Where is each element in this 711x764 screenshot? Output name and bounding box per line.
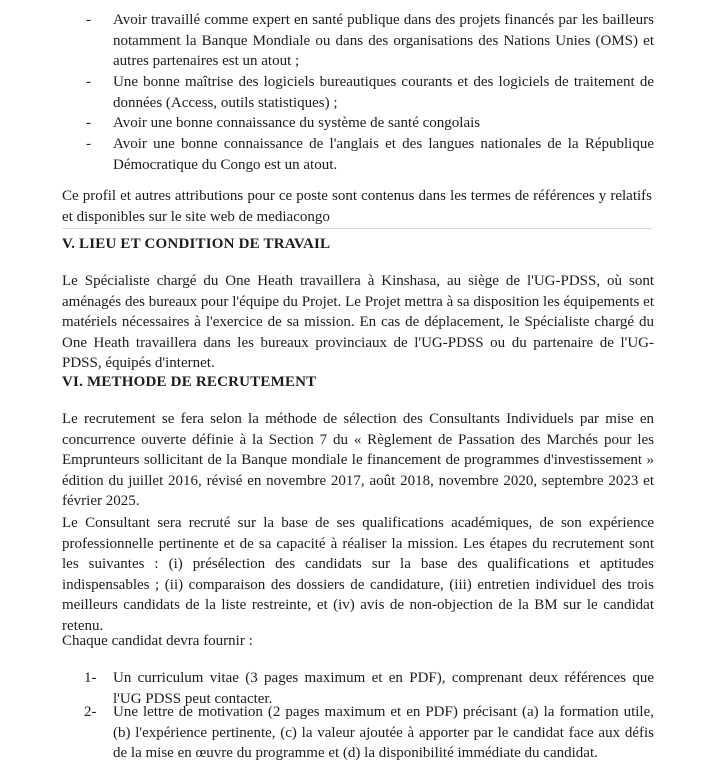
section-heading-vi: VI. METHODE DE RECRUTEMENT	[62, 374, 317, 390]
profile-note-text: Ce profil et autres attributions pour ce poste sont contenus dans les termes de références y relatifs et disponibles sur le site web de mediacongo	[62, 186, 652, 229]
list-item-text: Avoir une bonne connaissance du système de santé congolais	[113, 115, 481, 131]
section-vi-paragraph-3: Chaque candidat devra fournir :	[62, 633, 253, 649]
list-item-text: Avoir travaillé comme expert en santé publique dans des projets financés par les bailleurs notamment la Banque Mondiale ou dans des organisations des Nations Unies (OMS) et autres partenaires est un atout ;	[113, 12, 654, 69]
bullet-dash: -	[86, 74, 91, 90]
section-vi-paragraph-2: Le Consultant sera recruté sur la base de ses qualifications académiques, de son expérience professionnelle pertinente et de sa capacité à réaliser la mission. Les étapes du recrutement sont les suivantes : (i) présélection des candidats sur la base des qualifications et aptitudes indispensables ; (ii) comparaison des dossiers de candidature, (iii) entretien individuel des trois meilleurs candidats de la liste restreinte, et (iv) avis de non-objection de la BM sur le candidat retenu.	[62, 515, 654, 634]
list-item-text: Avoir une bonne connaissance de l'anglais et des langues nationales de la République Démocratique du Congo est un atout.	[113, 136, 654, 173]
bullet-dash: -	[86, 12, 91, 28]
section-v-body: Le Spécialiste chargé du One Heath travaillera à Kinshasa, au siège de l'UG-PDSS, où sont aménagés des bureaux pour l'équipe du Projet. Le Projet mettra à sa disposition les équipements et matériels nécessaires à l'exercice de sa mission. En cas de déplacement, le Spécialiste chargé du One Heath travaillera dans les bureaux provinciaux de l'UG-PDSS ou du partenaire de l'UG-PDSS, équipés d'internet.	[62, 273, 654, 371]
bullet-dash: -	[86, 136, 91, 152]
list-item	[86, 10, 654, 72]
list-item	[84, 702, 654, 764]
section-vi-paragraph-1: Le recrutement se fera selon la méthode de sélection des Consultants Individuels par mise en concurrence ouverte définie à la Section 7 du « Règlement de Passation des Marchés pour les Emprunteurs sollicitant de la Banque mondiale le financement de programmes d'investissement » édition du juillet 2016, révisé en novembre 2017, août 2018, novembre 2020, septembre 2023 et février 2025.	[62, 411, 654, 509]
list-item-text: Une bonne maîtrise des logiciels bureautiques courants et des logiciels de traitement de données (Access, outils statistiques) ;	[113, 74, 654, 111]
list-item	[86, 113, 654, 134]
list-item-text: Un curriculum vitae (3 pages maximum et en PDF), comprenant deux références que l'UG PDSS peut contacter.	[113, 670, 654, 707]
profile-note	[62, 186, 652, 229]
section-heading-v: V. LIEU ET CONDITION DE TRAVAIL	[62, 236, 331, 252]
list-number: 2-	[84, 704, 97, 720]
list-number: 1-	[84, 670, 97, 686]
bullet-dash: -	[86, 115, 91, 131]
list-item-text: Une lettre de motivation (2 pages maximum et en PDF) précisant (a) la formation utile, (b) l'expérience pertinente, (c) la valeur ajoutée à apporter par le candidat face aux défis de la mise en œuvre du programme et (d) la disponibilité immédiate du candidat.	[113, 704, 654, 761]
list-item	[86, 134, 654, 175]
list-item	[86, 72, 654, 113]
